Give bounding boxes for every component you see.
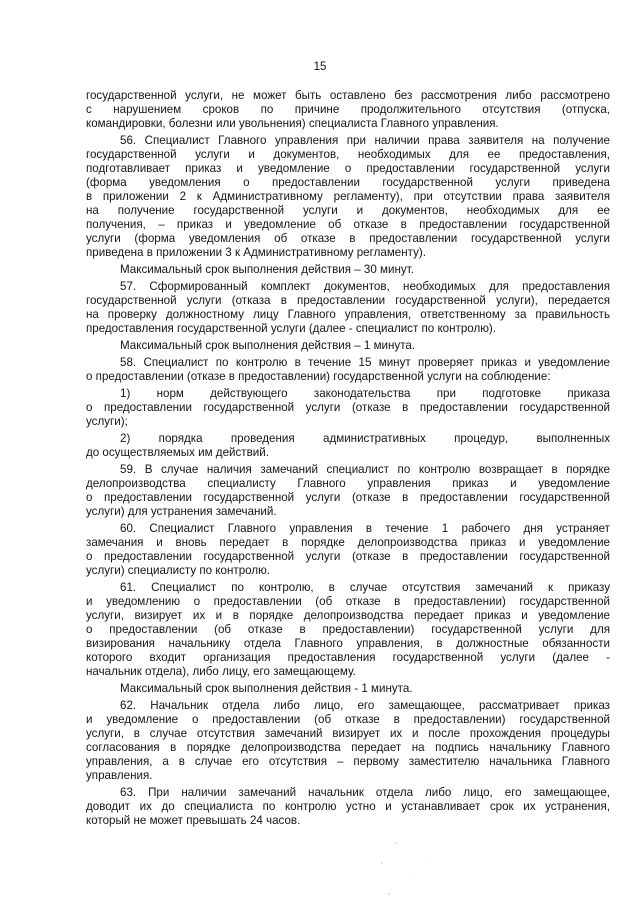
text-line: которого входит организация предоставления государственной услуги (далее - [86,651,610,664]
document-body [86,89,610,828]
text-line: 2) порядка проведения административных процедур, выполненных [120,432,610,445]
text-line: услуги, визирует их и в порядке делопроизводства передает приказ и уведомление [86,609,610,622]
scan-speck [412,878,414,879]
text-line: 1) норм действующего законодательства при подготовке приказа [120,387,610,400]
text-line: 60. Специалист Главного управления в течение 1 рабочего дня устраняет [120,522,610,535]
text-line: замечания и вновь передает в порядке делопроизводства приказ и уведомление [86,536,610,549]
text-line: 62. Начальник отдела либо лицо, его замещающее, рассматривает приказ [120,699,610,712]
text-line: предоставления государственной услуги (далее - специалист по контролю). [86,322,497,335]
text-line: государственной услуги и документов, необходимых для ее предоставления, [86,148,610,161]
text-line: получения, – приказ и уведомление об отказе в предоставлении государственной [86,218,610,231]
text-line: 56. Специалист Главного управления при наличии права заявителя на получение [120,134,610,147]
text-line: до осуществляемых им действий. [86,446,269,459]
text-line: и уведомление о предоставлении (об отказе в предоставлении) государственной [86,713,610,726]
text-line: 63. При наличии замечаний начальник отдела либо лицо, его замещающее, [120,786,610,799]
scan-speck [388,893,390,895]
text-line: услуги) специалисту по контролю. [86,564,271,577]
text-line: который не может превышать 24 часов. [86,814,301,827]
text-line: на проверку должностному лицу Главного управления, ответственному за правильность [86,308,610,321]
text-line: на получение государственной услуги и документов, необходимых для ее [86,204,610,217]
text-line: услуги) для устранения замечаний. [86,505,277,518]
text-line: 58. Специалист по контролю в течение 15 минут проверяет приказ и уведомление [120,356,610,369]
text-line: с нарушением сроков по причине продолжительного отсутствия (отпуска, [86,103,610,116]
scan-speck [395,842,397,844]
scan-speck [381,862,383,864]
text-line: государственной услуги (отказа в предоставлении государственной услуги), передается [86,294,610,307]
text-line: о предоставлении государственной услуги (отказе в предоставлении государственной [86,550,610,563]
text-line: Максимальный срок выполнения действия – 1 минута. [120,339,416,352]
text-line: делопроизводства специалисту Главного управления приказ и уведомление [86,477,610,490]
scan-speck [426,856,427,857]
text-line: услуги (форма уведомления об отказе в предоставлении государственной услуги [86,232,610,245]
page-number: 15 [313,61,327,73]
text-line: о предоставлении (об отказе в предоставлении) государственной услуги для [86,623,610,636]
text-line: государственной услуги, не может быть оставлено без рассмотрения либо рассмотрено [86,89,610,102]
text-line: в приложении 2 к Административному регламенту), при отсутствии права заявителя [86,190,610,203]
text-line: о предоставлении государственной услуги (отказе в предоставлении государственной [86,401,610,414]
text-line: командировки, болезни или увольнения) специалиста Главного управления. [86,117,499,130]
text-line: управления. [86,769,153,782]
text-line: и уведомлению о предоставлении (об отказе в предоставлении) государственной [86,595,610,608]
text-line: услуги); [86,415,128,428]
text-line: 61. Специалист по контролю, в случае отсутствия замечаний к приказу [120,581,610,594]
text-line: услуги, в случае отсутствия замечаний визирует их и после прохождения процедуры [86,727,610,740]
text-line: доводит их до специалиста по контролю устно и устанавливает срок их устранения, [86,800,610,813]
text-line: начальник отдела), либо лицу, его замещающему. [86,665,356,678]
text-line: 59. В случае наличия замечаний специалист по контролю возвращает в порядке [120,463,610,476]
text-line: Максимальный срок выполнения действия – 30 минут. [120,263,414,276]
text-line: подготавливает приказ и уведомление о предоставлении государственной услуги [86,162,610,175]
text-line: (форма уведомления о предоставлении государственной услуги приведена [86,176,610,189]
text-line: Максимальный срок выполнения действия - 1 минута. [120,682,413,695]
text-line: приведена в приложении 3 к Административному регламенту). [86,246,426,259]
text-line: визирования начальнику отдела Главного управления, в должностные обязанности [86,637,610,650]
text-line: 57. Сформированный комплект документов, необходимых для предоставления [120,280,610,293]
text-line: согласования в порядке делопроизводства передает на подпись начальнику Главного [86,741,610,754]
text-line: о предоставлении (отказе в предоставлении) государственной услуги на соблюдение: [86,370,551,383]
text-line: о предоставлении государственной услуги (отказе в предоставлении государственной [86,491,610,504]
text-line: управления, а в случае его отсутствия – первому заместителю начальника Главного [86,755,610,768]
